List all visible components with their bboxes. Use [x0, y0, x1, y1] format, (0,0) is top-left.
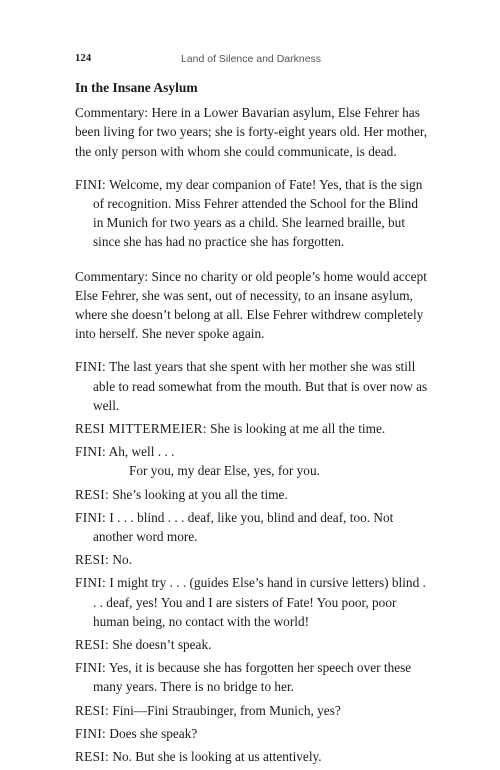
dialogue-line	[75, 175, 430, 252]
speaker-name: RESI:	[75, 552, 110, 568]
speaker-name: FINI:	[75, 444, 107, 460]
dialogue-line	[75, 550, 430, 569]
dialogue-text: No.	[109, 552, 132, 568]
dialogue-continuation: For you, my dear Else, yes, for you.	[129, 463, 320, 479]
speaker-name: RESI MITTERMEIER:	[75, 421, 207, 437]
speaker-name: RESI:	[75, 486, 110, 502]
commentary-paragraph: Commentary: Since no charity or old people’s home would accept Else Fehrer, she was sent, out of necessity, to an insane asylum, where she doesn’t belong at all. Else Fehrer withdrew completely into herself. She never spoke again.	[75, 268, 427, 342]
dialogue-line	[75, 485, 430, 504]
dialogue-line	[75, 573, 430, 631]
dialogue-line	[75, 747, 430, 766]
dialogue-text: She is looking at me all the time.	[206, 421, 386, 437]
dialogue-line	[75, 701, 430, 720]
dialogue-block-2	[75, 357, 430, 766]
speaker-name: FINI:	[75, 575, 107, 591]
section-title: In the Insane Asylum	[75, 80, 198, 95]
speaker-name: FINI:	[75, 176, 107, 192]
dialogue-line	[75, 419, 430, 438]
book-title: Land of Silence and Darkness	[180, 53, 322, 65]
dialogue-block-1	[75, 175, 430, 252]
speaker-name: FINI:	[75, 359, 107, 375]
dialogue-line	[75, 508, 430, 546]
speaker-name: FINI:	[75, 725, 107, 741]
page-content	[75, 78, 430, 770]
dialogue-text: She doesn’t speak.	[109, 637, 212, 653]
dialogue-text: Ah, well . . .	[106, 444, 175, 460]
dialogue-text: I might try . . . (guides Else’s hand in cursive letters) blind . . . deaf, yes! You and I are sisters of Fate! You poor, poor human being, no contact with the world!	[93, 575, 426, 629]
speaker-name: RESI:	[75, 749, 110, 765]
speaker-name: RESI:	[75, 637, 110, 653]
dialogue-text: She’s looking at you all the time.	[109, 486, 288, 502]
dialogue-line	[75, 635, 430, 654]
dialogue-line	[75, 357, 430, 415]
dialogue-text: Welcome, my dear companion of Fate! Yes, that is the sign of recognition. Miss Fehrer attended the School for the Blind in Munich for two years as a child. She learned braille, but since she has had no practice she has forgotten.	[93, 176, 423, 250]
speaker-name: RESI:	[75, 702, 110, 718]
dialogue-text: Yes, it is because she has forgotten her speech over these many years. There is no bridge to her.	[93, 660, 412, 695]
dialogue-line	[75, 724, 430, 743]
dialogue-text: The last years that she spent with her mother she was still able to read somewhat from the mouth. But that is over now as well.	[93, 359, 428, 413]
dialogue-line	[75, 442, 430, 480]
dialogue-text: Fini—Fini Straubinger, from Munich, yes?	[109, 702, 341, 718]
dialogue-text: No. But she is looking at us attentively.	[109, 749, 322, 765]
speaker-name: FINI:	[75, 509, 107, 525]
commentary-paragraph: Commentary: Here in a Lower Bavarian asylum, Else Fehrer has been living for two years; she is forty-eight years old. Her mother, the only person with whom she could communicate, is dead.	[75, 105, 428, 159]
page-number: 124	[75, 53, 92, 64]
speaker-name: FINI:	[75, 660, 107, 676]
dialogue-line	[75, 658, 430, 696]
running-head	[75, 53, 427, 69]
dialogue-text: Does she speak?	[106, 725, 198, 741]
dialogue-text: I . . . blind . . . deaf, like you, blind and deaf, too. Not another word more.	[93, 509, 394, 545]
